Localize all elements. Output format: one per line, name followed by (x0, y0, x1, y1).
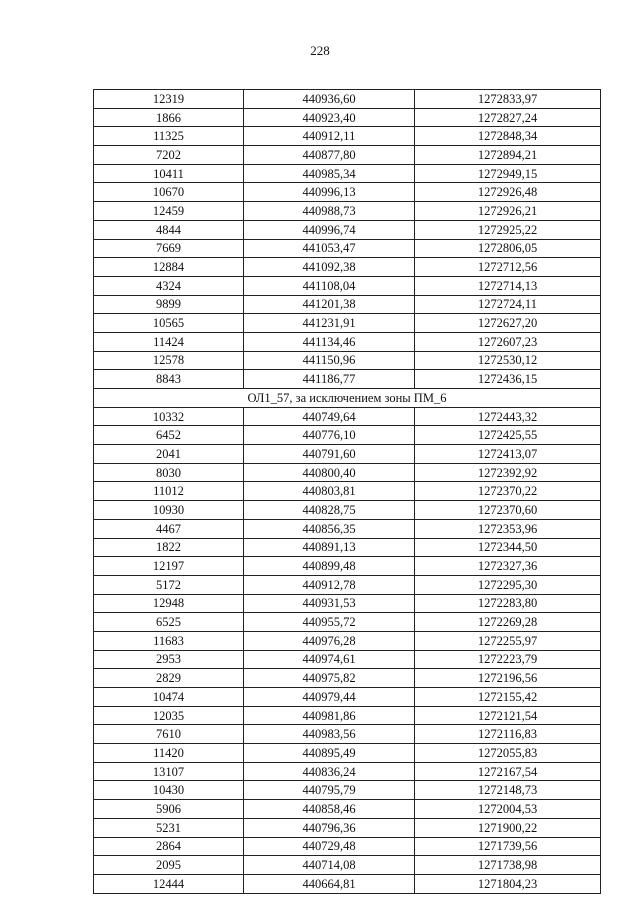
table-row (94, 613, 601, 632)
table-row (94, 557, 601, 576)
x-coordinate-cell: 441201,38 (244, 295, 415, 314)
y-coordinate-cell: 1272627,20 (415, 314, 601, 333)
table-row (94, 482, 601, 501)
point-number-cell: 2864 (94, 837, 244, 856)
y-coordinate-cell: 1272283,80 (415, 594, 601, 613)
y-coordinate-cell: 1272425,55 (415, 426, 601, 445)
table-row (94, 220, 601, 239)
x-coordinate-cell: 440899,48 (244, 557, 415, 576)
point-number-cell: 10930 (94, 501, 244, 520)
y-coordinate-cell: 1272004,53 (415, 800, 601, 819)
x-coordinate-cell: 440985,34 (244, 164, 415, 183)
point-number-cell: 8843 (94, 370, 244, 389)
table-row (94, 276, 601, 295)
x-coordinate-cell: 440983,56 (244, 725, 415, 744)
point-number-cell: 11012 (94, 482, 244, 501)
page-number: 228 (310, 43, 330, 58)
table-row (94, 781, 601, 800)
table-row (94, 202, 601, 221)
y-coordinate-cell: 1272806,05 (415, 239, 601, 258)
point-number-cell: 6525 (94, 613, 244, 632)
y-coordinate-cell: 1272269,28 (415, 613, 601, 632)
x-coordinate-cell: 440936,60 (244, 90, 415, 109)
x-coordinate-cell: 441092,38 (244, 258, 415, 277)
point-number-cell: 7610 (94, 725, 244, 744)
point-number-cell: 10332 (94, 407, 244, 426)
y-coordinate-cell: 1272827,24 (415, 108, 601, 127)
table-row (94, 370, 601, 389)
x-coordinate-cell: 440976,28 (244, 631, 415, 650)
y-coordinate-cell: 1272926,21 (415, 202, 601, 221)
y-coordinate-cell: 1272714,13 (415, 276, 601, 295)
table-row (94, 631, 601, 650)
point-number-cell: 12578 (94, 351, 244, 370)
y-coordinate-cell: 1272530,12 (415, 351, 601, 370)
section-header-body (94, 389, 601, 408)
x-coordinate-cell: 440981,86 (244, 706, 415, 725)
table-row (94, 295, 601, 314)
x-coordinate-cell: 440791,60 (244, 445, 415, 464)
table-row (94, 818, 601, 837)
table-row (94, 426, 601, 445)
point-number-cell: 12444 (94, 874, 244, 893)
y-coordinate-cell: 1272116,83 (415, 725, 601, 744)
x-coordinate-cell: 440895,49 (244, 744, 415, 763)
table-row (94, 463, 601, 482)
y-coordinate-cell: 1272894,21 (415, 146, 601, 165)
y-coordinate-cell: 1272327,36 (415, 557, 601, 576)
point-number-cell: 10565 (94, 314, 244, 333)
point-number-cell: 6452 (94, 426, 244, 445)
y-coordinate-cell: 1271739,56 (415, 837, 601, 856)
point-number-cell: 12319 (94, 90, 244, 109)
point-number-cell: 4467 (94, 519, 244, 538)
y-coordinate-cell: 1272443,32 (415, 407, 601, 426)
x-coordinate-cell: 440979,44 (244, 688, 415, 707)
y-coordinate-cell: 1272295,30 (415, 575, 601, 594)
x-coordinate-cell: 440803,81 (244, 482, 415, 501)
point-number-cell: 10670 (94, 183, 244, 202)
y-coordinate-cell: 1272413,07 (415, 445, 601, 464)
point-number-cell: 2041 (94, 445, 244, 464)
point-number-cell: 12197 (94, 557, 244, 576)
table-row (94, 837, 601, 856)
y-coordinate-cell: 1272436,15 (415, 370, 601, 389)
y-coordinate-cell: 1272712,56 (415, 258, 601, 277)
point-number-cell: 11325 (94, 127, 244, 146)
table-row (94, 538, 601, 557)
point-number-cell: 9899 (94, 295, 244, 314)
table-row (94, 669, 601, 688)
table-row (94, 146, 601, 165)
table-row (94, 594, 601, 613)
x-coordinate-cell: 440974,61 (244, 650, 415, 669)
point-number-cell: 10411 (94, 164, 244, 183)
x-coordinate-cell: 440836,24 (244, 762, 415, 781)
table-row (94, 688, 601, 707)
point-number-cell: 10474 (94, 688, 244, 707)
y-coordinate-cell: 1272155,42 (415, 688, 601, 707)
x-coordinate-cell: 440749,64 (244, 407, 415, 426)
x-coordinate-cell: 441053,47 (244, 239, 415, 258)
point-number-cell: 2953 (94, 650, 244, 669)
y-coordinate-cell: 1272370,60 (415, 501, 601, 520)
y-coordinate-cell: 1272370,22 (415, 482, 601, 501)
point-number-cell: 10430 (94, 781, 244, 800)
point-number-cell: 11683 (94, 631, 244, 650)
section-title: ОЛ1_57, за исключением зоны ПМ_6 (94, 389, 601, 408)
y-coordinate-cell: 1272055,83 (415, 744, 601, 763)
table-row (94, 332, 601, 351)
point-number-cell: 11420 (94, 744, 244, 763)
point-number-cell: 1822 (94, 538, 244, 557)
x-coordinate-cell: 440729,48 (244, 837, 415, 856)
point-number-cell: 5172 (94, 575, 244, 594)
table-row (94, 183, 601, 202)
y-coordinate-cell: 1272121,54 (415, 706, 601, 725)
table-row (94, 874, 601, 893)
y-coordinate-cell: 1272196,56 (415, 669, 601, 688)
table-row (94, 762, 601, 781)
table-row (94, 239, 601, 258)
table-row (94, 519, 601, 538)
table-row (94, 445, 601, 464)
y-coordinate-cell: 1272848,34 (415, 127, 601, 146)
x-coordinate-cell: 440664,81 (244, 874, 415, 893)
y-coordinate-cell: 1272255,97 (415, 631, 601, 650)
table-row (94, 856, 601, 875)
x-coordinate-cell: 440856,35 (244, 519, 415, 538)
table-row (94, 706, 601, 725)
y-coordinate-cell: 1272167,54 (415, 762, 601, 781)
table-row (94, 127, 601, 146)
table-row (94, 725, 601, 744)
point-number-cell: 2095 (94, 856, 244, 875)
point-number-cell: 7202 (94, 146, 244, 165)
point-number-cell: 7669 (94, 239, 244, 258)
point-number-cell: 13107 (94, 762, 244, 781)
point-number-cell: 12035 (94, 706, 244, 725)
table-row (94, 800, 601, 819)
x-coordinate-cell: 440955,72 (244, 613, 415, 632)
table-row (94, 407, 601, 426)
x-coordinate-cell: 440912,11 (244, 127, 415, 146)
table-row (94, 744, 601, 763)
table-body-after (94, 407, 601, 893)
x-coordinate-cell: 440800,40 (244, 463, 415, 482)
x-coordinate-cell: 440714,08 (244, 856, 415, 875)
section-header-row (94, 389, 601, 408)
x-coordinate-cell: 440795,79 (244, 781, 415, 800)
y-coordinate-cell: 1272148,73 (415, 781, 601, 800)
x-coordinate-cell: 440796,36 (244, 818, 415, 837)
table-row (94, 650, 601, 669)
y-coordinate-cell: 1272925,22 (415, 220, 601, 239)
point-number-cell: 8030 (94, 463, 244, 482)
table-row (94, 314, 601, 333)
table-body-before (94, 90, 601, 389)
point-number-cell: 11424 (94, 332, 244, 351)
point-number-cell: 2829 (94, 669, 244, 688)
y-coordinate-cell: 1272607,23 (415, 332, 601, 351)
point-number-cell: 1866 (94, 108, 244, 127)
coordinates-table (93, 89, 601, 894)
table-row (94, 90, 601, 109)
point-number-cell: 4324 (94, 276, 244, 295)
point-number-cell: 12884 (94, 258, 244, 277)
y-coordinate-cell: 1272949,15 (415, 164, 601, 183)
y-coordinate-cell: 1272344,50 (415, 538, 601, 557)
y-coordinate-cell: 1272724,11 (415, 295, 601, 314)
x-coordinate-cell: 440996,74 (244, 220, 415, 239)
table-row (94, 108, 601, 127)
table-row (94, 351, 601, 370)
x-coordinate-cell: 440828,75 (244, 501, 415, 520)
y-coordinate-cell: 1271804,23 (415, 874, 601, 893)
y-coordinate-cell: 1272833,97 (415, 90, 601, 109)
table-row (94, 164, 601, 183)
x-coordinate-cell: 440996,13 (244, 183, 415, 202)
table-row (94, 575, 601, 594)
point-number-cell: 5906 (94, 800, 244, 819)
x-coordinate-cell: 441231,91 (244, 314, 415, 333)
point-number-cell: 12459 (94, 202, 244, 221)
y-coordinate-cell: 1271900,22 (415, 818, 601, 837)
x-coordinate-cell: 440858,46 (244, 800, 415, 819)
x-coordinate-cell: 441186,77 (244, 370, 415, 389)
x-coordinate-cell: 440923,40 (244, 108, 415, 127)
x-coordinate-cell: 440912,78 (244, 575, 415, 594)
x-coordinate-cell: 440975,82 (244, 669, 415, 688)
table-row (94, 258, 601, 277)
point-number-cell: 5231 (94, 818, 244, 837)
x-coordinate-cell: 440988,73 (244, 202, 415, 221)
y-coordinate-cell: 1272926,48 (415, 183, 601, 202)
x-coordinate-cell: 440931,53 (244, 594, 415, 613)
x-coordinate-cell: 440891,13 (244, 538, 415, 557)
y-coordinate-cell: 1272392,92 (415, 463, 601, 482)
x-coordinate-cell: 440877,80 (244, 146, 415, 165)
x-coordinate-cell: 441150,96 (244, 351, 415, 370)
point-number-cell: 4844 (94, 220, 244, 239)
y-coordinate-cell: 1272353,96 (415, 519, 601, 538)
point-number-cell: 12948 (94, 594, 244, 613)
x-coordinate-cell: 441134,46 (244, 332, 415, 351)
y-coordinate-cell: 1271738,98 (415, 856, 601, 875)
x-coordinate-cell: 440776,10 (244, 426, 415, 445)
x-coordinate-cell: 441108,04 (244, 276, 415, 295)
y-coordinate-cell: 1272223,79 (415, 650, 601, 669)
table-row (94, 501, 601, 520)
